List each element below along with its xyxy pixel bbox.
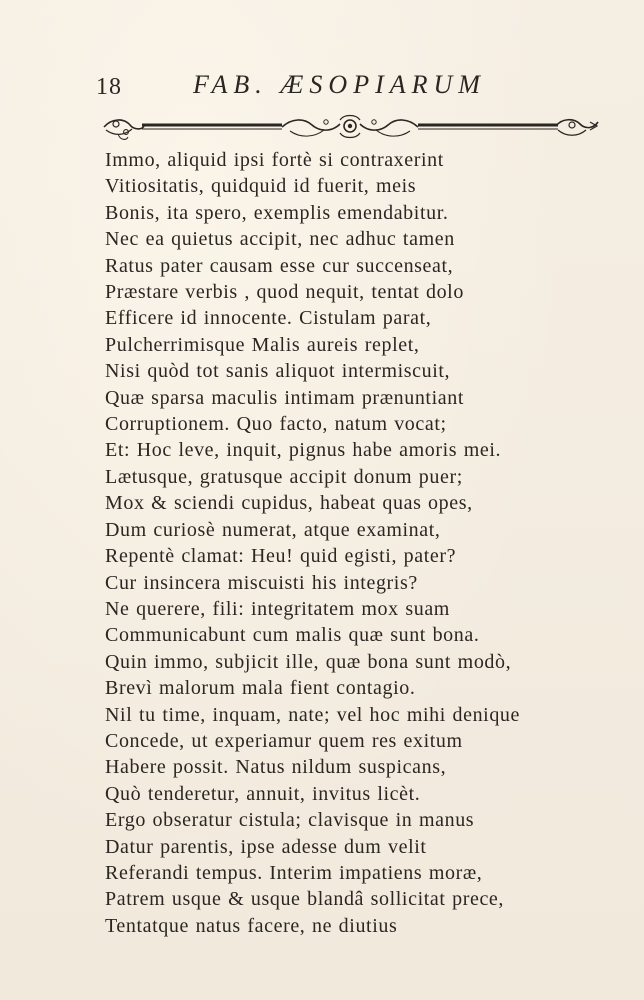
text-line: Quæ sparsa maculis intimam prænuntiant [105,386,464,409]
text-line: Ratus pater causam esse cur succenseat, [105,254,454,277]
text-line: Ergo obseratur cistula; clavisque in manus [105,809,475,832]
text-line: Concede, ut experiamur quem res exitum [105,729,463,752]
text-line: Lætusque, gratusque accipit donum puer; [105,465,463,488]
text-line: Et: Hoc leve, inquit, pignus habe amoris mei. [105,439,502,462]
text-line: Datur parentis, ipse adesse dum velit [105,835,427,858]
text-line: Cur insincera miscuisti his integris? [105,571,418,594]
text-line: Corruptionem. Quo facto, natum vocat; [105,413,447,436]
text-line: Nec ea quietus accipit, nec adhuc tamen [105,228,455,251]
text-line: Quò tenderetur, annuit, invitus licèt. [105,782,421,805]
text-line: Mox & sciendi cupidus, habeat quas opes, [105,492,473,515]
ornamental-rule [100,110,600,144]
text-line: Patrem usque & usque blandâ sollicitat prece, [105,888,505,911]
text-line: Referandi tempus. Interim impatiens moræ, [105,861,483,884]
text-line: Præstare verbis , quod nequit, tentat dolo [105,281,464,304]
text-line: Repentè clamat: Heu! quid egisti, pater? [105,545,457,568]
text-line: Nisi quòd tot sanis aliquot intermiscuit, [105,360,451,383]
text-line: Efficere id innocente. Cistulam parat, [105,307,432,330]
text-line: Habere possit. Natus nildum suspicans, [105,756,447,779]
text-line: Nil tu time, inquam, nate; vel hoc mihi denique [105,703,521,726]
text-line: Bonis, ita spero, exemplis emendabitur. [105,201,449,224]
text-line: Pulcherrimisque Malis aureis replet, [105,333,420,356]
text-line: Ne querere, fili: integritatem mox suam [105,597,450,620]
text-line: Communicabunt cum malis quæ sunt bona. [105,624,480,647]
poem-text [105,147,625,939]
text-line: Immo, aliquid ipsi fortè si contraxerint [105,149,444,171]
page-number: 18 [96,74,122,100]
text-line: Brevì malorum mala fient contagio. [105,677,416,700]
text-line: Dum curiosè numerat, atque examinat, [105,518,441,541]
text-line: Vitiositatis, quidquid id fuerit, meis [105,175,417,198]
running-title: FAB. ÆSOPIARUM [193,70,486,99]
text-line: Tentatque natus facere, ne diutius [105,914,398,937]
text-line: Quin immo, subjicit ille, quæ bona sunt modò, [105,650,512,673]
